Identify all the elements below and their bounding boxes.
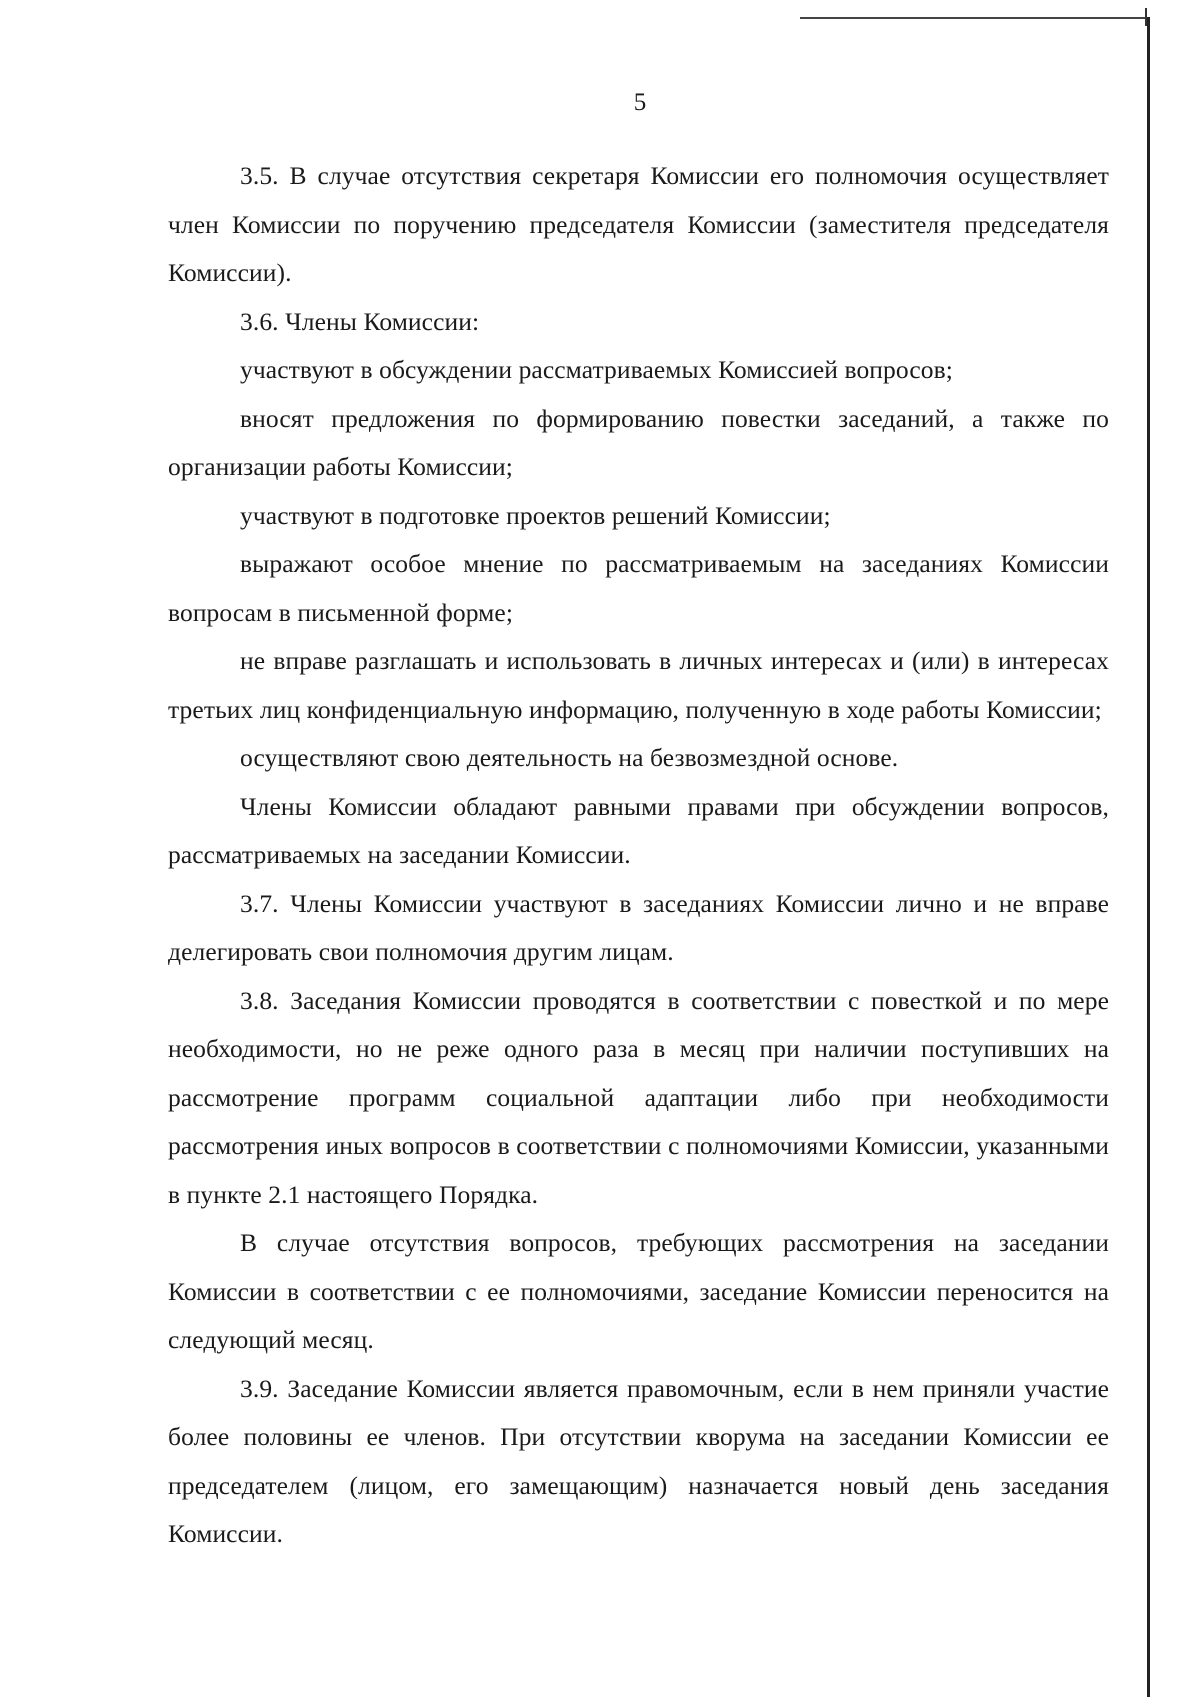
paragraph-3-6-item-5: не вправе разглашать и использовать в личных интересах и (или) в интересах третьих лиц конфиденциальную информацию, полученную в ходе работы Комиссии;: [168, 646, 1109, 724]
paragraph-3-6-item-1: участвуют в обсуждении рассматриваемых Комиссией вопросов;: [240, 355, 953, 384]
paragraph-3-6-heading: 3.6. Члены Комиссии:: [240, 306, 480, 336]
paragraph-3-8: 3.8. Заседания Комиссии проводятся в соответствии с повесткой и по мере необходимости, но не реже одного раза в месяц при наличии поступивших на рассмотрение программ социальной адаптации либо при необходимости рассмотрения иных вопросов в соответствии с полномочиями Комиссии, указанными в пункте 2.1 настоящего Порядка.: [168, 985, 1109, 1209]
paragraph-3-5: 3.5. В случае отсутствия секретаря Комиссии его полномочия осуществляет член Комиссии по поручению председателя Комиссии (заместителя председателя Комиссии).: [168, 161, 1109, 287]
page-number: 5: [633, 89, 647, 116]
document-body: [168, 152, 1109, 1559]
paragraph-3-8-note: В случае отсутствия вопросов, требующих рассмотрения на заседании Комиссии в соответствии с ее полномочиями, заседание Комиссии переносится на следующий месяц.: [168, 1228, 1109, 1354]
scan-border-right: [1147, 17, 1150, 1697]
paragraph-3-6-rights: Члены Комиссии обладают равными правами при обсуждении вопросов, рассматриваемых на заседании Комиссии.: [168, 791, 1109, 869]
scan-border-top: [800, 17, 1150, 19]
paragraph-3-6-item-6: осуществляют свою деятельность на безвозмездной основе.: [240, 743, 899, 772]
paragraph-3-9: 3.9. Заседание Комиссии является правомочным, если в нем приняли участие более половины ее членов. При отсутствии кворума на заседании Комиссии ее председателем (лицом, его замещающим) назначается новый день заседания Комиссии.: [168, 1373, 1109, 1548]
paragraph-3-6-item-2: вносят предложения по формированию повестки заседаний, а также по организации работы Комиссии;: [168, 403, 1109, 481]
paragraph-3-6-item-4: выражают особое мнение по рассматриваемым на заседаниях Комиссии вопросам в письменной форме;: [168, 549, 1109, 627]
paragraph-3-7: 3.7. Члены Комиссии участвуют в заседаниях Комиссии лично и не вправе делегировать свои полномочия другим лицам.: [168, 888, 1109, 966]
paragraph-3-6-item-3: участвуют в подготовке проектов решений Комиссии;: [240, 500, 831, 530]
